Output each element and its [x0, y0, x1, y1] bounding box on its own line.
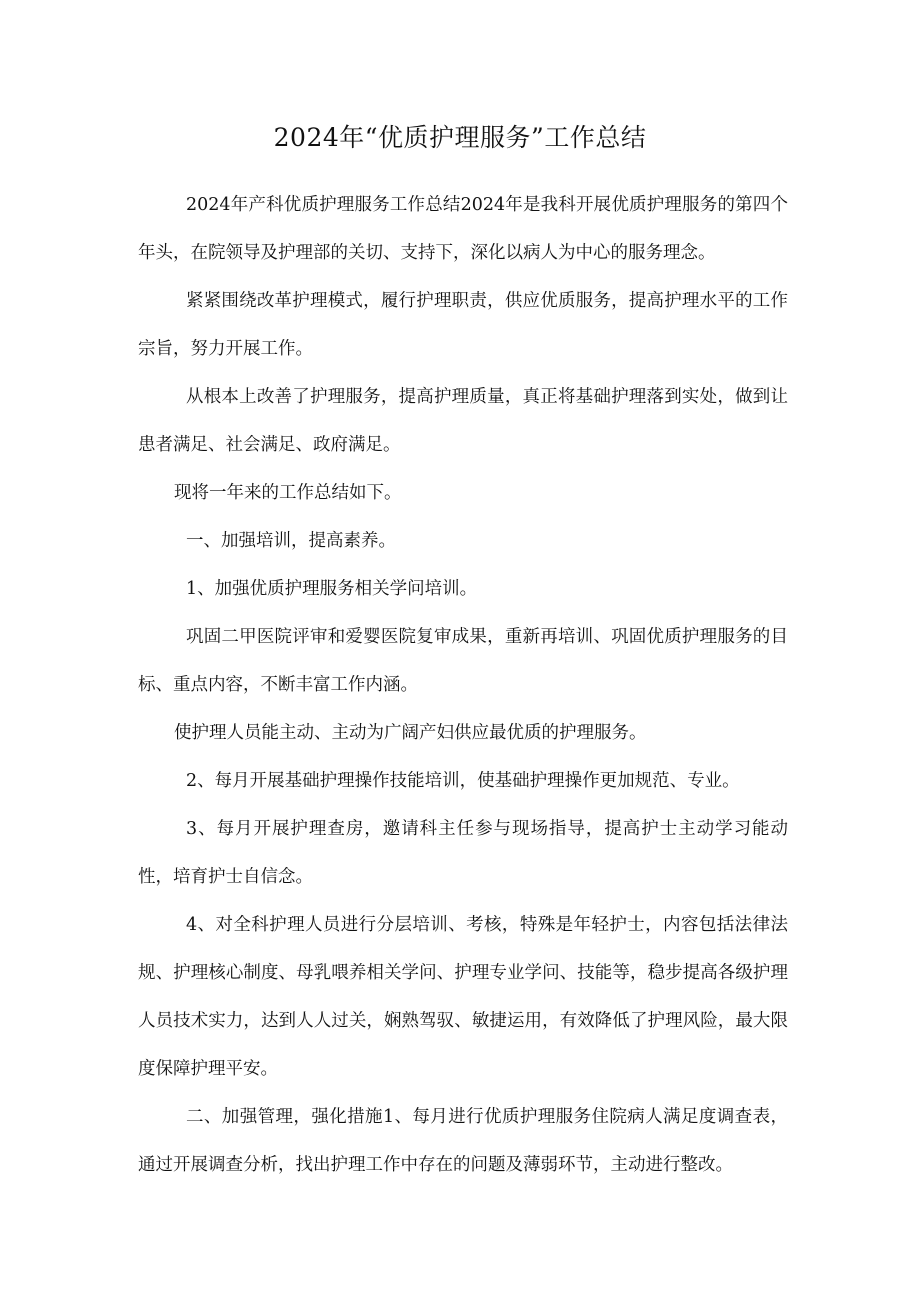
paragraph-consolidate: 巩固二甲医院评审和爱婴医院复审成果，重新再培训、巩固优质护理服务的目标、重点内容，不断丰富工作内涵。: [138, 627, 788, 695]
paragraph-reform: 紧紧围绕改革护理模式，履行护理职责，供应优质服务，提高护理水平的工作宗旨，努力开展工作。: [138, 291, 788, 359]
section-heading-training: 一、加强培训，提高素养。: [186, 531, 396, 551]
item-4: 4、对全科护理人员进行分层培训、考核，特殊是年轻护士，内容包括法律法规、护理核心制度、母乳喂养相关学问、护理专业学问、技能等，稳步提高各级护理人员技术实力，达到人人过关，娴熟驾驭、敏捷运用，有效降低了护理风险，最大限度保障护理平安。: [138, 915, 788, 1079]
section-heading-management: 二、加强管理，强化措施1、每月进行优质护理服务住院病人满足度调查表，通过开展调查分析，找出护理工作中存在的问题及薄弱环节，主动进行整改。: [138, 1107, 788, 1175]
item-2: 2、每月开展基础护理操作技能培训，使基础护理操作更加规范、专业。: [186, 771, 740, 791]
item-1-heading: 1、加强优质护理服务相关学问培训。: [186, 579, 478, 599]
item-3: 3、每月开展护理查房，邀请科主任参与现场指导，提高护士主动学习能动性，培育护士自信念。: [138, 819, 788, 887]
paragraph-improve: 从根本上改善了护理服务，提高护理质量，真正将基础护理落到实处，做到让患者满足、社会满足、政府满足。: [138, 387, 788, 455]
paragraph-summary-intro: 现将一年来的工作总结如下。: [174, 483, 402, 503]
document-title: 2024年“优质护理服务”工作总结: [273, 123, 647, 152]
paragraph-intro: 2024年产科优质护理服务工作总结2024年是我科开展优质护理服务的第四个年头，在院领导及护理部的关切、支持下，深化以病人为中心的服务理念。: [138, 195, 788, 263]
paragraph-active-service: 使护理人员能主动、主动为广阔产妇供应最优质的护理服务。: [174, 723, 647, 743]
